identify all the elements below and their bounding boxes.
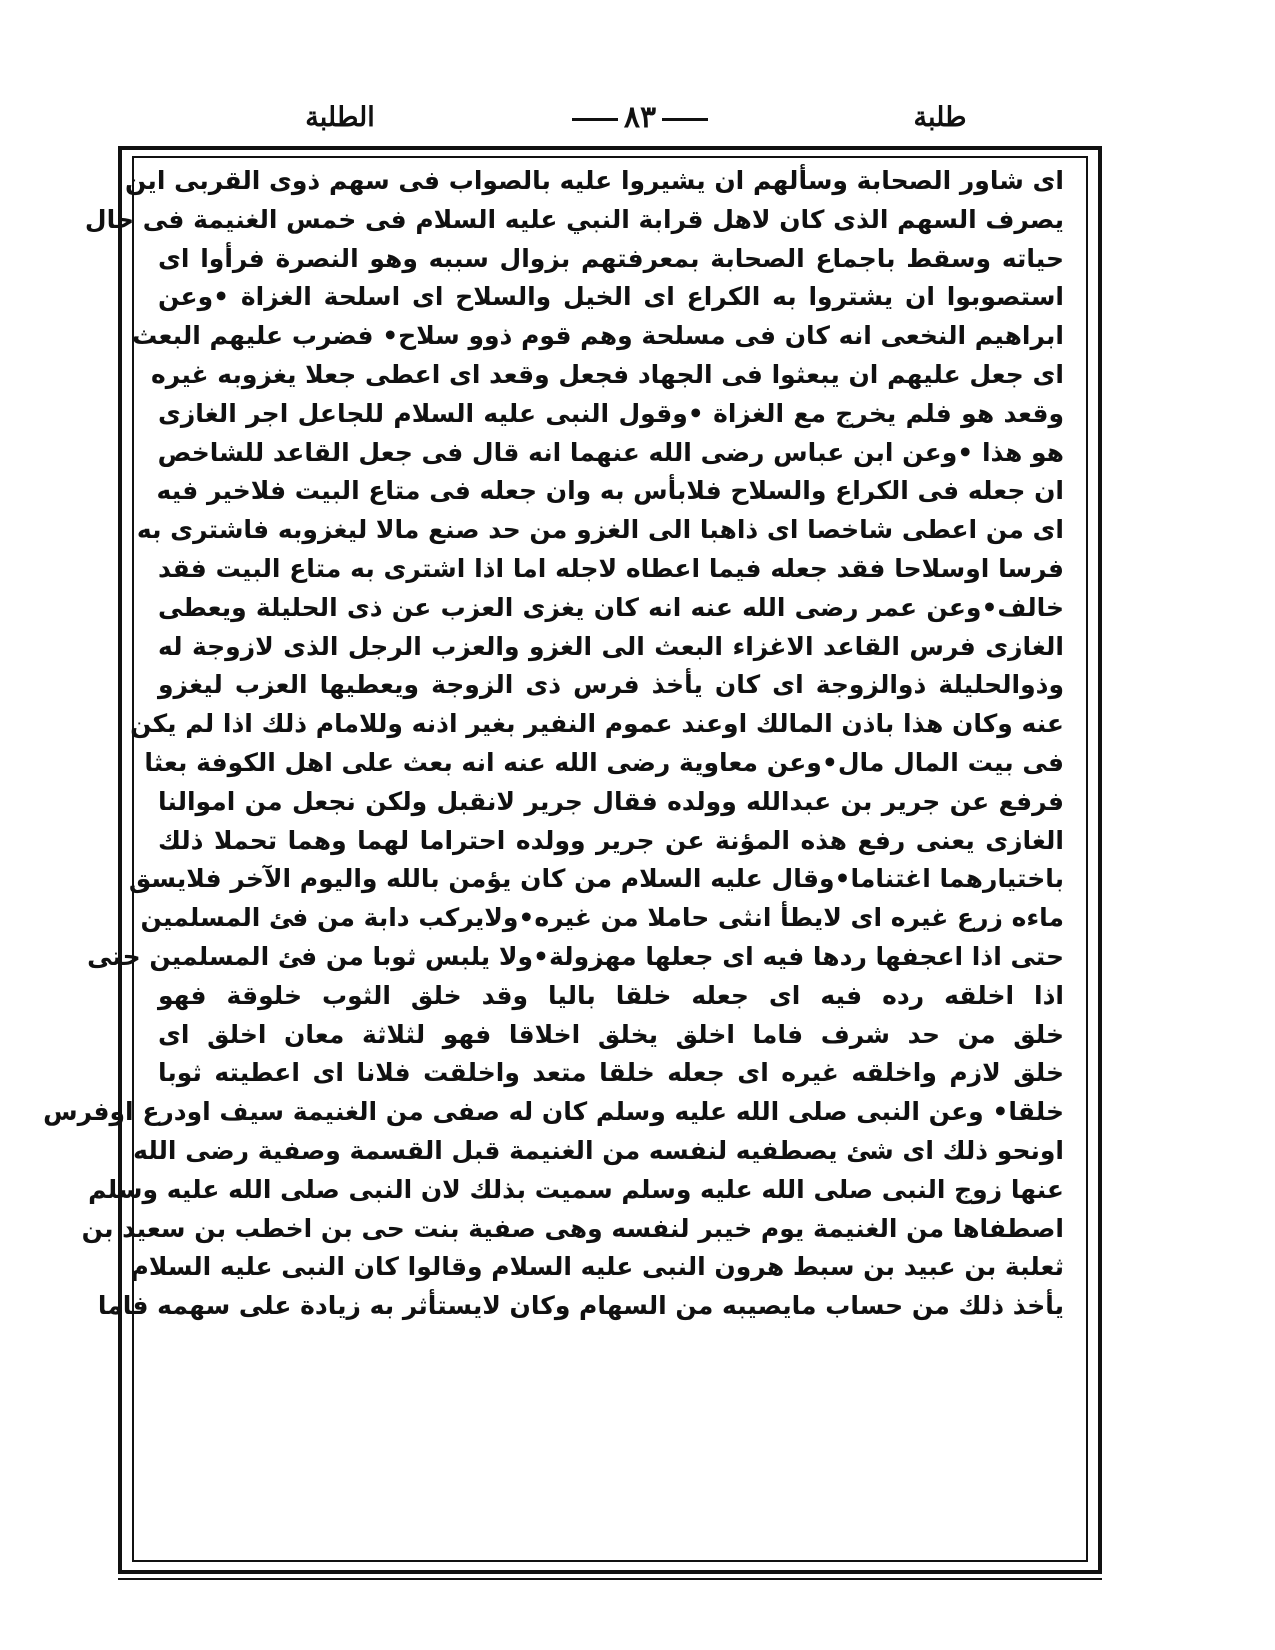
text-line: حياته وسقط باجماع الصحابة بمعرفتهم بزوال سببه وهو النصرة فرأوا اى [158,243,1064,273]
text-line: اذا اخلقه رده فيه اى جعله خلقا باليا وقد خلق الثوب خلوقة فهو [158,980,1064,1010]
running-head-left: الطلبة [305,102,375,133]
text-line: عنه وكان هذا باذن المالك اوعند عموم النفير بغير اذنه وللامام ذلك اذا لم يكن [130,709,1064,739]
text-line: الغازى فرس القاعد الاغزاء البعث الى الغزو والعزب الرجل الذى لازوجة له [158,631,1064,661]
bottom-rule [118,1578,1102,1580]
dash-right [662,118,708,121]
text-line: اى شاور الصحابة وسألهم ان يشيروا عليه بالصواب فى سهم ذوى القربى اين [124,166,1064,195]
text-line: عنها زوج النبى صلى الله عليه وسلم سميت بذلك لان النبى صلى الله عليه وسلم [88,1174,1064,1204]
text-line: اى من اعطى شاخصا اى ذاهبا الى الغزو من حد صنع مالا ليغزوبه فاشترى به [136,515,1064,545]
text-line: ثعلبة بن عبيد بن سبط هرون النبى عليه السلام وقالوا كان النبى عليه السلام [130,1252,1064,1282]
text-line: الغازى يعنى رفع هذه المؤنة عن جرير وولده احتراما لهما وهما تحملا ذلك [158,825,1064,855]
text-line: فرفع عن جرير بن عبدالله وولده فقال جرير لانقبل ولكن نجعل من اموالنا [158,786,1064,816]
text-line: ماءه زرع غيره اى لايطأ انثى حاملا من غيره•ولايركب دابة من فئ المسلمين [140,903,1064,933]
text-line: يصرف السهم الذى كان لاهل قرابة النبي عليه السلام فى خمس الغنيمة فى حال [84,204,1064,234]
text-line: اونحو ذلك اى شئ يصطفيه لنفسه من الغنيمة قبل القسمة وصفية رضى الله [133,1135,1064,1165]
text-line: خلقا• وعن النبى صلى الله عليه وسلم كان له صفى من الغنيمة سيف اودرع اوفرس [43,1097,1064,1127]
text-line: فى بيت المال مال•وعن معاوية رضى الله عنه انه بعث على اهل الكوفة بعثا [144,747,1064,777]
text-line: باختيارهما اغتناما•وقال عليه السلام من كان يؤمن بالله واليوم الآخر فلايسق [128,864,1064,894]
text-line: فرسا اوسلاحا فقد جعله فيما اعطاه لاجله اما اذا اشترى به متاع البيت فقد [158,553,1064,583]
page-number-text: ٨٣ [623,100,657,135]
text-line: استصوبوا ان يشتروا به الكراع اى الخيل والسلاح اى اسلحة الغزاة •وعن [158,282,1064,312]
text-line: وقعد هو فلم يخرج مع الغزاة •وقول النبى عليه السلام للجاعل اجر الغازى [158,398,1064,428]
text-line: ابراهيم النخعى انه كان فى مسلحة وهم قوم ذوو سلاح• فضرب عليهم البعث [132,321,1064,351]
text-line: خالف•وعن عمر رضى الله عنه انه كان يغزى العزب عن ذى الحليلة ويعطى [158,592,1064,622]
text-line: اصطفاها من الغنيمة يوم خيبر لنفسه وهى صفية بنت حى بن اخطب بن سعيد بن [81,1213,1064,1243]
text-line: ان جعله فى الكراع والسلاح فلابأس به وان جعله فى متاع البيت فلاخير فيه [156,476,1064,506]
text-line: خلق من حد شرف فاما اخلق يخلق اخلاقا فهو لثلاثة معان اخلق اى [158,1019,1064,1049]
text-line: وذوالحليلة ذوالزوجة اى كان يأخذ فرس ذى الزوجة ويعطيها العزب ليغزو [158,670,1064,700]
body-text [43,162,1064,1562]
text-line: هو هذا •وعن ابن عباس رضى الله عنهما انه قال فى جعل القاعد للشاخص [157,437,1064,467]
text-line: يأخذ ذلك من حساب مايصيبه من السهام وكان لايستأثر به زيادة على سهمه فاما [97,1291,1064,1321]
text-line: حتى اذا اعجفها ردها فيه اى جعلها مهزولة•ولا يلبس ثوبا من فئ المسلمين حتى [87,941,1064,971]
page-number [540,100,740,135]
text-line: اى جعل عليهم ان يبعثوا فى الجهاد فجعل وقعد اى اعطى جعلا يغزوبه غيره [151,359,1064,389]
text-line: خلق لازم واخلقه غيره اى جعله خلقا متعد واخلقت فلانا اى اعطيته ثوبا [158,1058,1064,1088]
running-head-right: طلبة [913,102,967,133]
dash-left [572,118,618,121]
page-header [0,96,1275,144]
